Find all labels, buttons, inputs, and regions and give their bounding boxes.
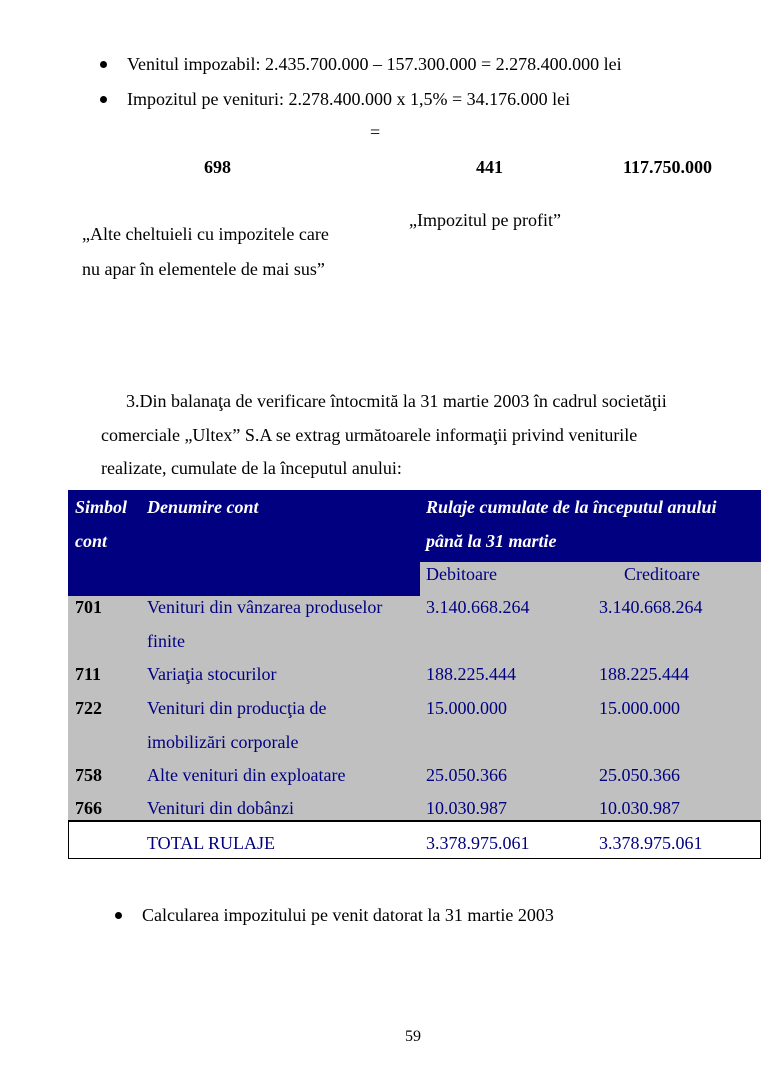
header-rulaje: până la 31 martie — [426, 531, 557, 551]
row-name: finite — [147, 631, 185, 651]
total-credit: 3.378.975.061 — [599, 833, 703, 853]
row-name: Variaţia stocurilor — [147, 664, 277, 684]
revenue-table — [68, 490, 761, 867]
row-code: 711 — [75, 664, 102, 684]
bullet-icon — [115, 912, 122, 919]
total-label: TOTAL RULAJE — [147, 833, 276, 853]
row-credit: 25.050.366 — [599, 765, 680, 785]
header-symbol: Simbol — [75, 497, 128, 517]
equals-sign: = — [370, 122, 381, 142]
row-credit: 3.140.668.264 — [599, 597, 703, 617]
bullet-item — [100, 88, 570, 110]
entry-amount: 117.750.000 — [623, 157, 713, 177]
paragraph-line: comerciale „Ultex” S.A se extrag următoarele informaţii privind veniturile — [101, 425, 638, 445]
row-debit: 15.000.000 — [426, 698, 507, 718]
header-symbol: cont — [75, 531, 108, 551]
row-credit: 188.225.444 — [599, 664, 689, 684]
credit-account: 441 — [476, 157, 503, 177]
row-credit: 15.000.000 — [599, 698, 680, 718]
credit-account-name: „Impozitul pe profit” — [409, 210, 561, 230]
row-name: Venituri din producţia de — [147, 698, 327, 718]
row-debit: 25.050.366 — [426, 765, 507, 785]
page-number: 59 — [405, 1028, 421, 1045]
bullet-icon — [100, 61, 107, 68]
row-debit: 188.225.444 — [426, 664, 516, 684]
header-rulaje: Rulaje cumulate de la începutul anului — [426, 497, 717, 517]
header-debit: Debitoare — [426, 564, 497, 584]
paragraph-line: realizate, cumulate de la începutul anului: — [101, 458, 402, 478]
bullet-text: Impozitul pe venituri: 2.278.400.000 x 1,5% = 34.176.000 lei — [127, 89, 571, 109]
row-code: 766 — [75, 798, 102, 818]
debit-account: 698 — [204, 157, 231, 177]
bullet-text: Venitul impozabil: 2.435.700.000 – 157.300.000 = 2.278.400.000 lei — [127, 54, 622, 74]
bullet-text: Calcularea impozitului pe venit datorat la 31 martie 2003 — [142, 905, 554, 925]
row-code: 701 — [75, 597, 102, 617]
row-name: Venituri din vânzarea produselor — [147, 597, 383, 617]
total-debit: 3.378.975.061 — [426, 833, 530, 853]
header-account-name: Denumire cont — [147, 497, 259, 517]
row-name: Venituri din dobânzi — [147, 798, 294, 818]
debit-account-name: „Alte cheltuieli cu impozitele care — [82, 224, 329, 244]
debit-account-name: nu apar în elementele de mai sus” — [82, 259, 325, 279]
row-debit: 10.030.987 — [426, 798, 507, 818]
row-debit: 3.140.668.264 — [426, 597, 530, 617]
bullet-item — [100, 53, 622, 75]
bullet-icon — [100, 96, 107, 103]
row-name: Alte venituri din exploatare — [147, 765, 346, 785]
row-credit: 10.030.987 — [599, 798, 680, 818]
row-name: imobilizări corporale — [147, 732, 299, 752]
header-credit: Creditoare — [624, 564, 700, 584]
row-code: 722 — [75, 698, 102, 718]
paragraph-line: 3.Din balanaţa de verificare întocmită la 31 martie 2003 în cadrul societăţii — [126, 391, 667, 411]
row-code: 758 — [75, 765, 102, 785]
bullet-item — [115, 904, 554, 926]
